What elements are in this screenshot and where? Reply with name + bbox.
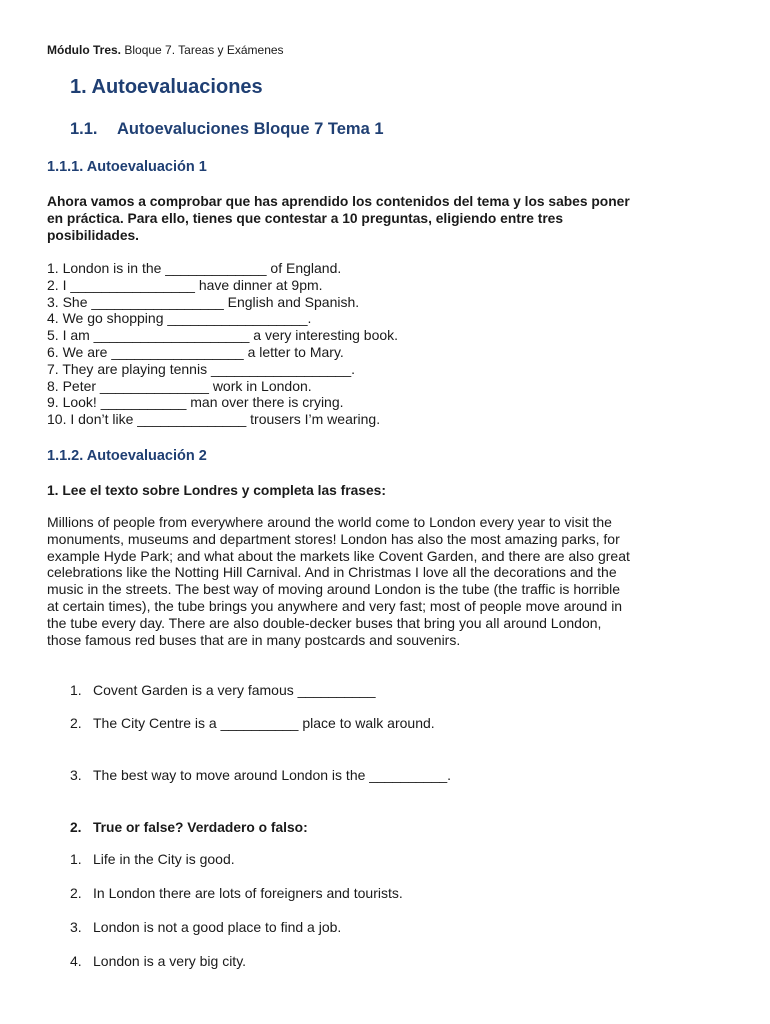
item-number: 3.	[70, 919, 82, 935]
london-text-paragraph: Millions of people from everywhere around the world come to London every year to visit the monuments, museums and department stores! London has also the most amazing parks, for example Hyde Park; and what about the markets like Covent Garden, and there are also great celebrations like the Notting Hill Carnival. And in Christmas I love all the decorations and the music in the streets. The best way of moving around London is the tube (the traffic is horrible at certain times), the tube brings you anywhere and very fast; most of people move around in the tube every day. There are also double-decker buses that bring you all around London, those famous red buses that are in many postcards and souvenirs.	[47, 514, 630, 648]
question-item: 5. I am ____________________ a very interesting book.	[47, 327, 399, 344]
true-false-item	[70, 953, 246, 970]
question-item: 8. Peter ______________ work in London.	[47, 377, 312, 394]
item-number: 2.	[70, 715, 82, 731]
question-item: 10. I don’t like ______________ trousers I’m wearing.	[47, 411, 381, 428]
part1-instructions: 1. Lee el texto sobre Londres y completa las frases:	[47, 483, 386, 498]
item-text: London is a very big city.	[93, 953, 247, 969]
question-item: 9. Look! ___________ man over there is crying.	[47, 394, 344, 411]
heading-title: Autoevaluciones Bloque 7 Tema 1	[117, 120, 384, 138]
item-number: 4.	[70, 953, 82, 969]
fill-item	[70, 715, 435, 732]
item-number: 3.	[70, 767, 82, 783]
module-label: Módulo Tres.	[47, 43, 122, 57]
item-text: London is not a good place to find a job.	[93, 919, 342, 935]
item-text: Covent Garden is a very famous __________	[93, 682, 376, 698]
item-number: 1.	[70, 682, 82, 698]
item-text: In London there are lots of foreigners and tourists.	[93, 885, 403, 901]
question-item: 6. We are _________________ a letter to Mary.	[47, 343, 344, 360]
part2-title: True or false? Verdadero o falso:	[93, 820, 308, 835]
question-item: 7. They are playing tennis __________________.	[47, 360, 355, 377]
part2-instructions	[70, 819, 308, 836]
question-item: 2. I ________________ have dinner at 9pm.	[47, 276, 323, 293]
instructions-paragraph: Ahora vamos a comprobar que has aprendido los contenidos del tema y los sabes poner en práctica. Para ello, tienes que contestar a 10 preguntas, eligiendo entre tres posibilidades.	[47, 194, 630, 243]
block-label: Bloque 7. Tareas y Exámenes	[121, 43, 284, 57]
true-false-item	[70, 885, 403, 902]
question-item: 1. London is in the _____________ of England.	[47, 260, 342, 276]
true-false-item	[70, 851, 235, 868]
item-number: 1.	[70, 851, 82, 867]
item-number: 2.	[70, 885, 82, 901]
fill-item	[70, 767, 451, 784]
true-false-item	[70, 919, 341, 936]
heading-number: 1.1.	[70, 120, 98, 138]
question-list	[47, 260, 398, 428]
heading-autoevaluaciones: 1. Autoevaluaciones	[70, 76, 263, 98]
running-header	[47, 43, 284, 58]
fill-item	[70, 682, 376, 699]
heading-bloque-7-tema-1	[70, 118, 384, 140]
heading-autoevaluacion-1: 1.1.1. Autoevaluación 1	[47, 159, 207, 175]
question-item: 4. We go shopping __________________.	[47, 310, 312, 327]
question-item: 3. She _________________ English and Spanish.	[47, 293, 360, 310]
item-text: Life in the City is good.	[93, 851, 235, 867]
item-text: The City Centre is a __________ place to walk around.	[93, 715, 435, 731]
item-text: The best way to move around London is the __________.	[93, 767, 452, 783]
heading-autoevaluacion-2: 1.1.2. Autoevaluación 2	[47, 448, 207, 464]
part2-number: 2.	[70, 820, 82, 835]
